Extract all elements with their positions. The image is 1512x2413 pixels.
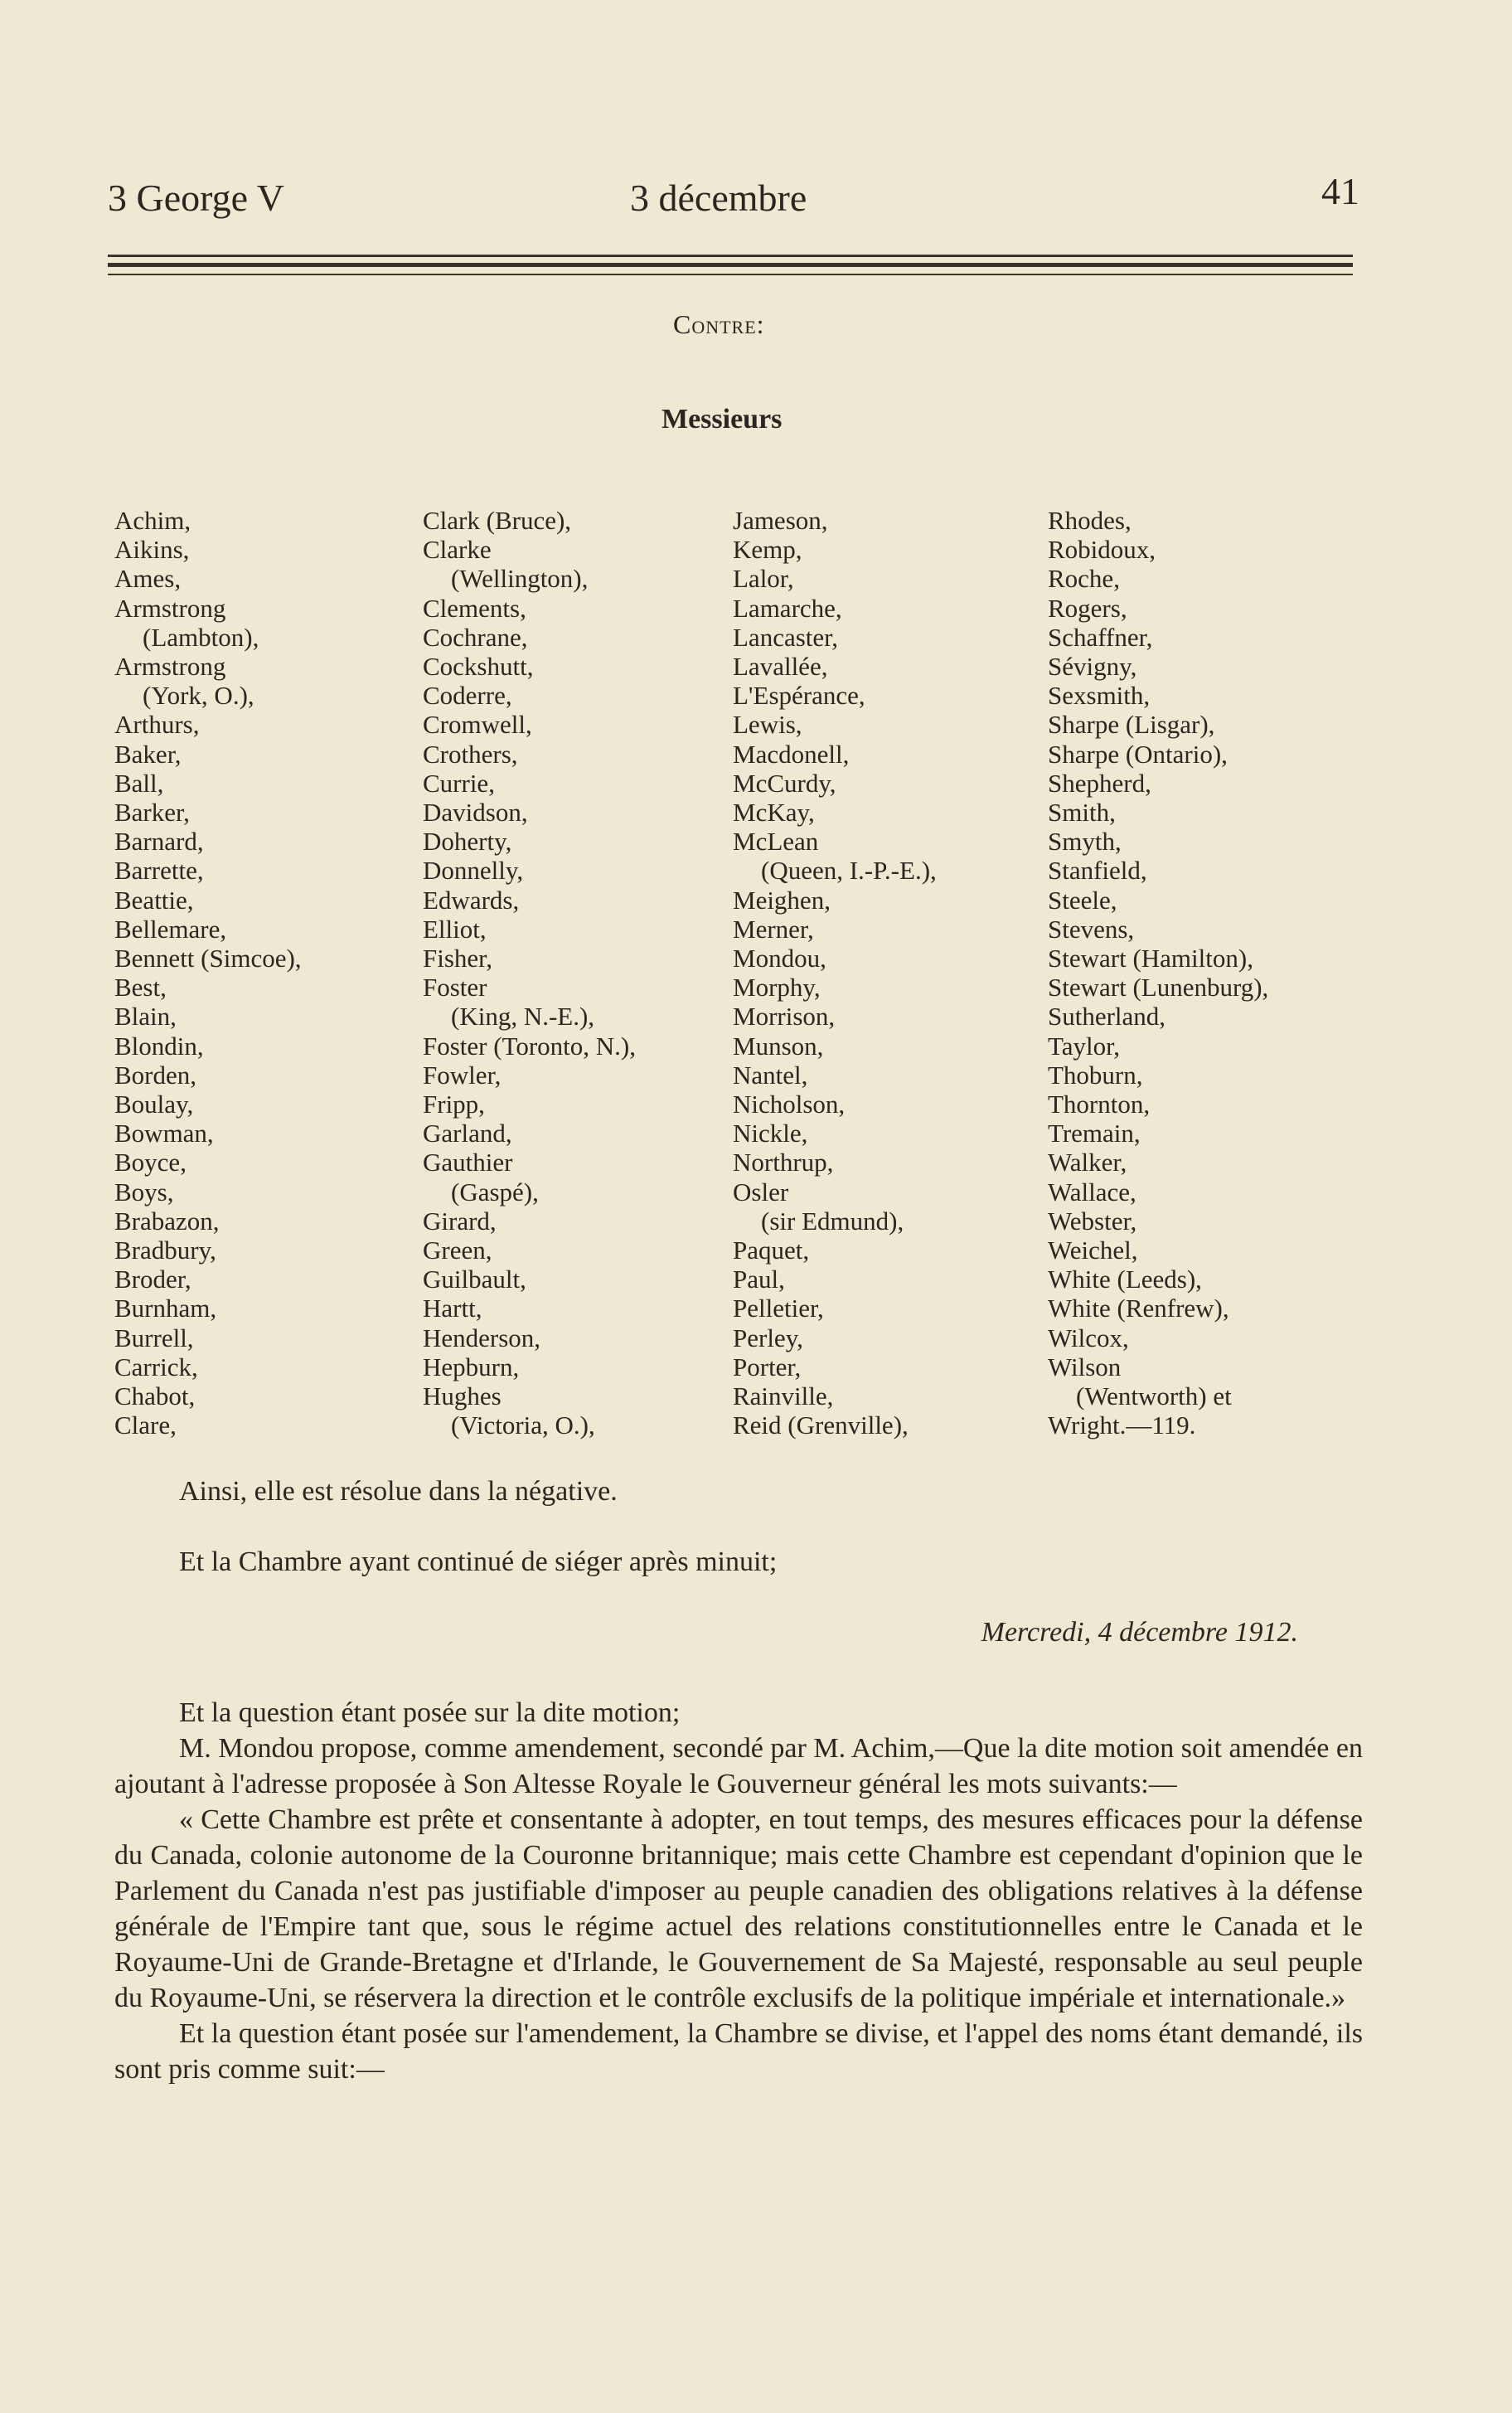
member-name: Blondin, — [114, 1031, 204, 1061]
member-name: White (Renfrew), — [1048, 1294, 1229, 1323]
vote-name-columns — [114, 506, 1358, 1443]
member-name: Tremain, — [1048, 1119, 1141, 1148]
member-name: Rainville, — [733, 1381, 834, 1411]
member-name: Broder, — [114, 1265, 191, 1294]
member-name: Rogers, — [1048, 593, 1127, 623]
regnal-year: 3 George V — [108, 177, 284, 219]
member-name: Lancaster, — [733, 622, 838, 652]
member-name: Cockshutt, — [423, 652, 534, 682]
member-name: Beattie, — [114, 885, 194, 915]
member-name: Brabazon, — [114, 1206, 220, 1236]
member-name: (Lambton), — [143, 622, 259, 652]
page-number: 41 — [1321, 170, 1359, 212]
member-name: Weichel, — [1048, 1236, 1138, 1265]
member-name: Edwards, — [423, 885, 520, 915]
member-name: Thoburn, — [1048, 1060, 1143, 1090]
member-name: Fowler, — [423, 1060, 502, 1090]
member-name: Wilcox, — [1048, 1323, 1129, 1352]
member-name: McCurdy, — [733, 768, 836, 798]
member-name: Chabot, — [114, 1381, 196, 1411]
member-name: Hepburn, — [423, 1352, 520, 1381]
member-name: Webster, — [1048, 1206, 1137, 1236]
member-name: (Queen, I.-P.-E.), — [761, 856, 937, 886]
member-name: Morrison, — [733, 1002, 836, 1032]
member-name: Cromwell, — [423, 710, 532, 740]
member-name: Wilson — [1048, 1352, 1122, 1381]
member-name: Mondou, — [733, 944, 826, 973]
member-name: Guilbault, — [423, 1265, 526, 1294]
member-name: Northrup, — [733, 1148, 834, 1177]
member-name: Fripp, — [423, 1090, 485, 1119]
member-name: Reid (Grenville), — [733, 1410, 909, 1440]
body-text — [114, 1695, 1363, 2087]
member-name: Rhodes, — [1048, 506, 1132, 535]
member-name: Henderson, — [423, 1323, 541, 1352]
member-name: Barnard, — [114, 827, 204, 857]
member-name: Baker, — [114, 739, 182, 769]
member-name: Currie, — [423, 768, 495, 798]
member-name: Sexsmith, — [1048, 681, 1151, 711]
member-name: McLean — [733, 827, 819, 857]
member-name: Davidson, — [423, 798, 528, 828]
member-name: Armstrong — [114, 593, 226, 623]
member-name: Cochrane, — [423, 622, 528, 652]
member-name: Ames, — [114, 564, 182, 594]
member-name: Fisher, — [423, 944, 493, 973]
member-name: Lamarche, — [733, 593, 842, 623]
member-name: Sharpe (Ontario), — [1048, 739, 1228, 769]
member-name: Stanfield, — [1048, 856, 1147, 886]
member-name: Foster (Toronto, N.), — [423, 1031, 636, 1061]
member-name: Clarke — [423, 535, 492, 565]
body-paragraph: M. Mondou propose, comme amendement, secondé par M. Achim,—Que la dite motion soit amendée en ajoutant à l'adresse proposée à Son Altesse Royale le Gouverneur général les mots suivants:— — [114, 1733, 1363, 1799]
member-name: Macdonell, — [733, 739, 850, 769]
member-name: Schaffner, — [1048, 622, 1153, 652]
member-name: L'Espérance, — [733, 681, 865, 711]
member-name: Best, — [114, 973, 167, 1003]
member-name: Lavallée, — [733, 652, 828, 682]
member-name: Morphy, — [733, 973, 821, 1003]
member-name: Roche, — [1048, 564, 1120, 594]
member-name: (Gaspé), — [451, 1177, 539, 1206]
member-name: Green, — [423, 1236, 492, 1265]
header-rule — [108, 255, 1353, 257]
date-line: Mercredi, 4 décembre 1912. — [981, 1617, 1298, 1648]
member-name: Blain, — [114, 1002, 177, 1032]
member-name: Bennett (Simcoe), — [114, 944, 302, 973]
name-column-4 — [1048, 506, 1268, 1440]
header-date: 3 décembre — [630, 177, 807, 219]
header-rule-thin — [108, 274, 1353, 275]
member-name: Garland, — [423, 1119, 512, 1148]
member-name: Osler — [733, 1177, 789, 1206]
member-name: Wright.—119. — [1048, 1410, 1196, 1440]
header-rule-thick — [108, 263, 1353, 267]
member-name: Boulay, — [114, 1090, 194, 1119]
member-name: Paul, — [733, 1265, 785, 1294]
member-name: Achim, — [114, 506, 191, 535]
name-column-1 — [114, 506, 302, 1440]
member-name: Nickle, — [733, 1119, 808, 1148]
member-name: Bradbury, — [114, 1236, 216, 1265]
page-header — [108, 170, 1359, 234]
member-name: Burrell, — [114, 1323, 194, 1352]
member-name: Smith, — [1048, 798, 1116, 828]
member-name: Lalor, — [733, 564, 794, 594]
member-name: Clark (Bruce), — [423, 506, 572, 535]
member-name: Meighen, — [733, 885, 831, 915]
member-name: Borden, — [114, 1060, 197, 1090]
member-name: McKay, — [733, 798, 815, 828]
member-name: Perley, — [733, 1323, 803, 1352]
member-name: Girard, — [423, 1206, 497, 1236]
member-name: Wallace, — [1048, 1177, 1136, 1206]
member-name: Crothers, — [423, 739, 518, 769]
member-name: Stewart (Lunenburg), — [1048, 973, 1269, 1003]
member-name: Arthurs, — [114, 710, 200, 740]
member-name: Hartt, — [423, 1294, 482, 1323]
member-name: Stevens, — [1048, 914, 1135, 944]
body-paragraph: « Cette Chambre est prête et consentante à adopter, en tout temps, des mesures efficaces pour la défense du Canada, colonie autonome de la Couronne britannique; mais cette Chambre est cependant d'opinion que le Parlement du Canada n'est pas justifiable d'imposer au peuple canadien des obligations relatives à la défense générale de l'Empire tant que, sous le régime actuel des relations constitutionnelles entre le Canada et le Royaume-Uni de Grande-Bretagne et d'Irlande, le Gouvernement de Sa Majesté, responsable au seul peuple du Royaume-Uni, se réservera la direction et le contrôle exclusifs de la politique impériale et internationale.» — [114, 1804, 1363, 2013]
member-name: Kemp, — [733, 535, 802, 565]
member-name: (King, N.-E.), — [451, 1002, 595, 1032]
member-name: Clements, — [423, 593, 526, 623]
member-name: Walker, — [1048, 1148, 1127, 1177]
member-name: White (Leeds), — [1048, 1265, 1202, 1294]
member-name: Elliot, — [423, 914, 487, 944]
member-name: Clare, — [114, 1410, 177, 1440]
member-name: Steele, — [1048, 885, 1117, 915]
member-name: Burnham, — [114, 1294, 217, 1323]
member-name: Ball, — [114, 768, 164, 798]
messieurs-heading: Messieurs — [662, 404, 783, 435]
member-name: Doherty, — [423, 827, 512, 857]
member-name: Smyth, — [1048, 827, 1122, 857]
member-name: Hughes — [423, 1381, 502, 1411]
member-name: Munson, — [733, 1031, 824, 1061]
member-name: Barrette, — [114, 856, 204, 886]
member-name: (sir Edmund), — [761, 1206, 904, 1236]
member-name: Paquet, — [733, 1236, 810, 1265]
member-name: Armstrong — [114, 652, 226, 682]
member-name: Sharpe (Lisgar), — [1048, 710, 1215, 740]
member-name: Shepherd, — [1048, 768, 1151, 798]
member-name: Merner, — [733, 914, 814, 944]
member-name: Aikins, — [114, 535, 190, 565]
member-name: Nantel, — [733, 1060, 808, 1090]
contre-heading: Contre: — [673, 309, 765, 339]
result-paragraph: Ainsi, elle est résolue dans la négative. — [179, 1476, 618, 1507]
member-name: Carrick, — [114, 1352, 198, 1381]
member-name: Pelletier, — [733, 1294, 824, 1323]
member-name: Taylor, — [1048, 1031, 1120, 1061]
member-name: Bowman, — [114, 1119, 214, 1148]
member-name: (Victoria, O.), — [451, 1410, 595, 1440]
member-name: Barker, — [114, 798, 190, 828]
member-name: Jameson, — [733, 506, 828, 535]
member-name: Sévigny, — [1048, 652, 1137, 682]
member-name: Foster — [423, 973, 487, 1003]
member-name: Donnelly, — [423, 856, 524, 886]
body-paragraph: Et la question étant posée sur la dite motion; — [179, 1697, 681, 1728]
member-name: Boys, — [114, 1177, 174, 1206]
member-name: Porter, — [733, 1352, 802, 1381]
name-column-2 — [423, 506, 636, 1440]
member-name: Robidoux, — [1048, 535, 1156, 565]
name-column-3 — [733, 506, 937, 1440]
member-name: Boyce, — [114, 1148, 187, 1177]
member-name: Nicholson, — [733, 1090, 846, 1119]
member-name: (York, O.), — [143, 681, 254, 711]
member-name: Thornton, — [1048, 1090, 1151, 1119]
body-paragraph: Et la question étant posée sur l'amendement, la Chambre se divise, et l'appel des noms étant demandé, ils sont pris comme suit:— — [114, 2018, 1363, 2085]
member-name: (Wellington), — [451, 564, 589, 594]
member-name: Sutherland, — [1048, 1002, 1166, 1032]
member-name: (Wentworth) et — [1076, 1381, 1232, 1411]
member-name: Gauthier — [423, 1148, 513, 1177]
member-name: Coderre, — [423, 681, 512, 711]
member-name: Lewis, — [733, 710, 802, 740]
sitting-paragraph: Et la Chambre ayant continué de siéger après minuit; — [179, 1546, 778, 1577]
member-name: Stewart (Hamilton), — [1048, 944, 1253, 973]
member-name: Bellemare, — [114, 914, 227, 944]
